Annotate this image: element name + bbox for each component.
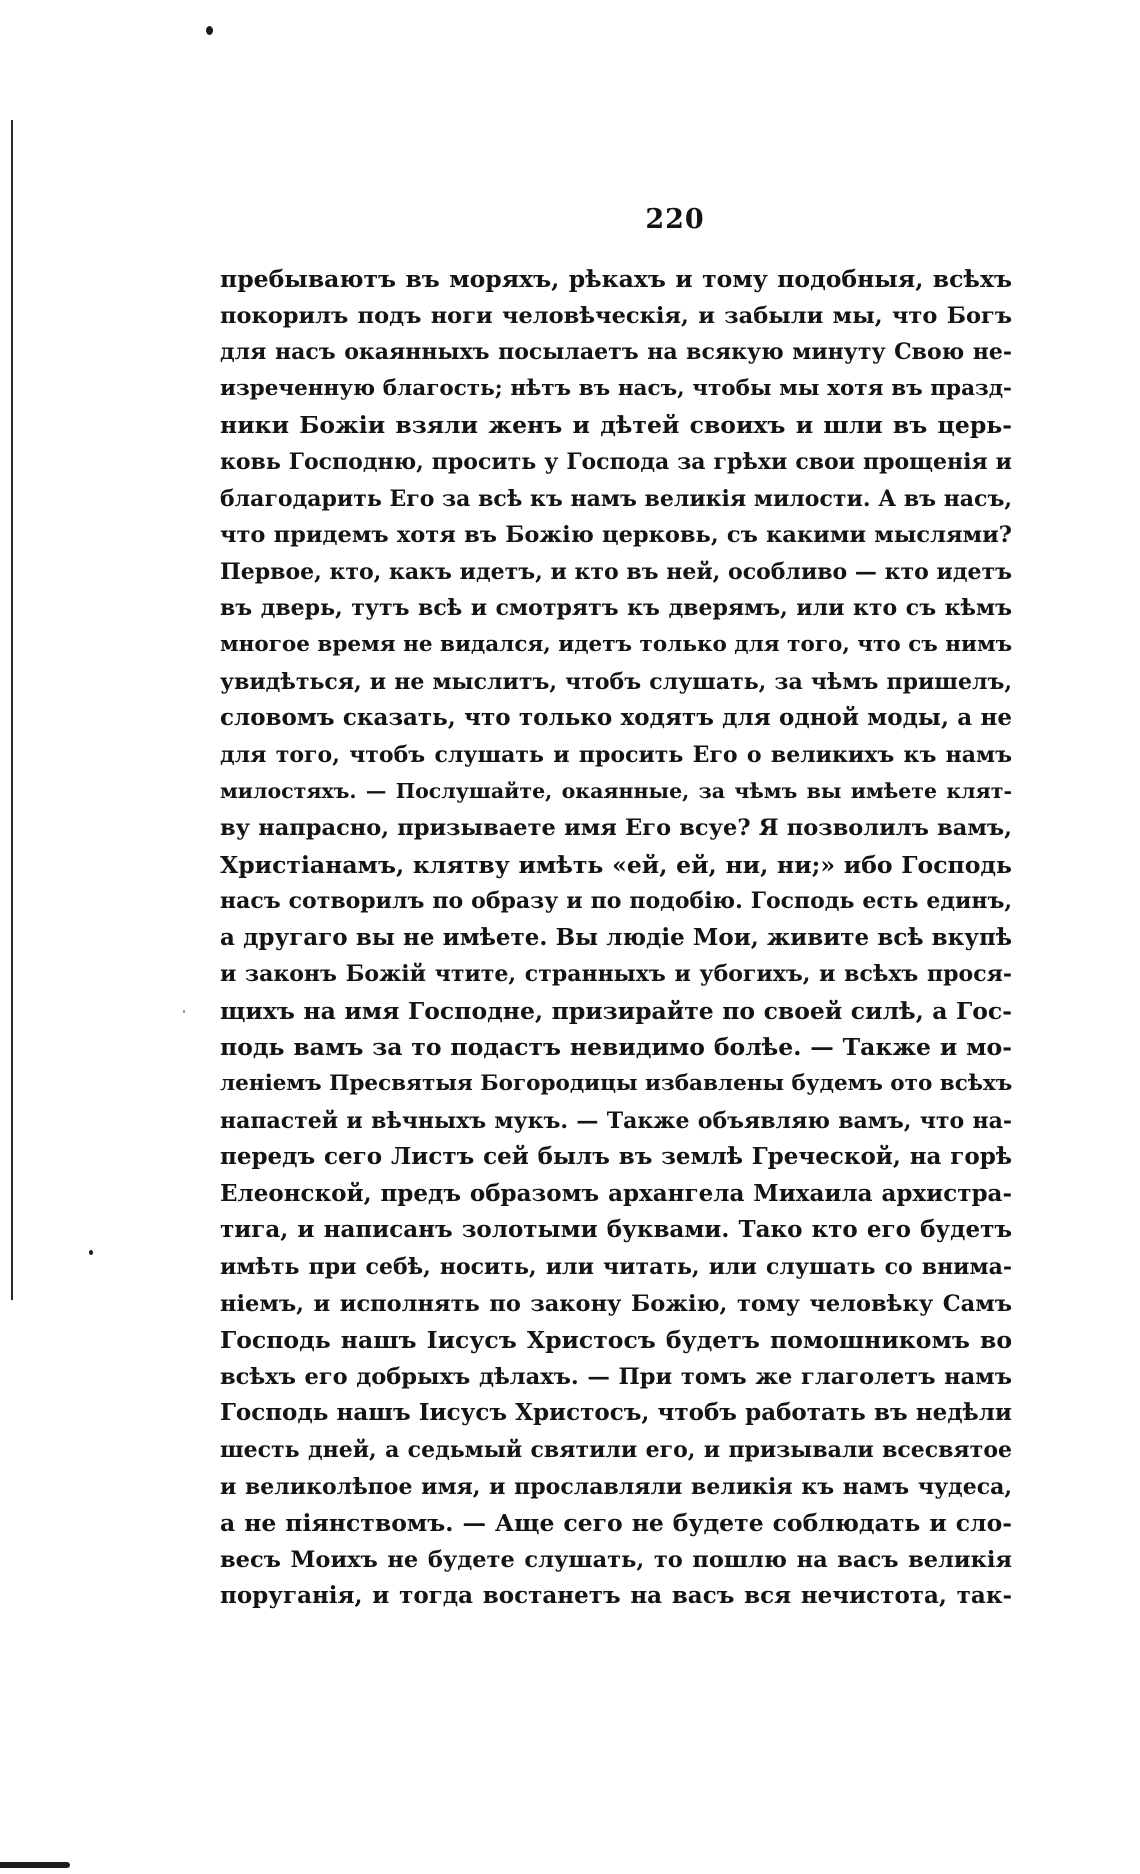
ink-speck [89, 1250, 93, 1255]
text-line: весъ Моихъ не будете слушать, то пошлю на васъ великія [220, 1546, 1012, 1573]
text-line: Господь нашъ Іисусъ Христосъ, чтобъ работать въ недѣли [220, 1399, 1012, 1427]
text-line: изреченную благость; нѣтъ въ насъ, чтобы мы хотя въ празд- [220, 375, 1012, 401]
body-text [220, 261, 1012, 1615]
ink-speck [206, 26, 213, 35]
text-line: имѣть при себѣ, носить, или читать, или слушать со внима- [220, 1254, 1012, 1281]
text-line: шесть дней, а седьмый святили его, и призывали всесвятое [220, 1437, 1012, 1463]
text-line: Первое, кто, какъ идетъ, и кто въ ней, особливо — кто идетъ [220, 558, 1012, 585]
ink-speck [183, 1010, 185, 1013]
text-line: а другаго вы не имѣете. Вы людіе Мои, живите всѣ вкупѣ [220, 923, 1012, 951]
text-line: поруганія, и тогда востанетъ на васъ вся нечистота, так- [220, 1582, 1012, 1610]
text-line: что придемъ хотя въ Божію церковь, съ какими мыслями? [220, 522, 1012, 549]
text-line: ковь Господню, просить у Господа за грѣхи свои прощенія и [220, 448, 1012, 475]
text-line: тига, и написанъ золотыми буквами. Тако кто его будетъ [220, 1216, 1012, 1244]
text-line: Господь нашъ Іисусъ Христосъ будетъ помошникомъ во [220, 1326, 1012, 1355]
text-line: ніемъ, и исполнять по закону Божію, тому человѣку Самъ [220, 1290, 1012, 1317]
text-line: пребываютъ въ моряхъ, рѣкахъ и тому подобныя, всѣхъ [220, 265, 1012, 293]
text-line: щихъ на имя Господне, призирайте по своей силѣ, а Гос- [220, 996, 1012, 1025]
scan-edge-mark [0, 1862, 70, 1868]
text-line: словомъ сказать, что только ходятъ для одной моды, а не [220, 704, 1012, 732]
text-line: и законъ Божій чтите, странныхъ и убогихъ, и всѣхъ прося- [220, 961, 1012, 988]
text-line: многое время не видался, идетъ только для того, что съ нимъ [220, 631, 1012, 657]
text-line: Христіанамъ, клятву имѣть «ей, ей, ни, ни;» ибо Господь [220, 850, 1012, 879]
text-line: напастей и вѣчныхъ мукъ. — Также объявляю вамъ, что на- [220, 1107, 1012, 1134]
text-line: и великолѣпое имя, и прославляли великія къ намъ чудеса, [220, 1473, 1012, 1500]
text-line: ники Божіи взяли женъ и дѣтей своихъ и шли въ цeрь- [220, 411, 1012, 440]
text-line: а не піянствомъ. — Аще сего не будете соблюдать и сло- [220, 1509, 1012, 1538]
text-line: увидѣться, и не мыслитъ, чтобъ слушать, за чѣмъ пришелъ, [220, 668, 1012, 695]
text-line: ву напрасно, призываете имя Его всуе? Я позволилъ вамъ, [220, 814, 1012, 841]
text-line: для того, чтобъ слушать и просить Его о великихъ къ намъ [220, 741, 1012, 768]
text-line: Елеонской, предъ образомъ архангела Михаила архистра- [220, 1179, 1012, 1207]
text-line: передъ сего Листъ сей былъ въ землѣ Греческой, на горѣ [220, 1143, 1012, 1171]
page-number: 220 [645, 204, 705, 235]
text-line: благодарить Его за всѣ къ намъ великія милости. А въ насъ, [220, 485, 1012, 512]
text-line: для насъ окаянныхъ посылаетъ на всякую минуту Свою не- [220, 339, 1012, 366]
text-line: въ дверь, тутъ всѣ и смотрятъ къ дверямъ, или кто съ кѣмъ [220, 595, 1012, 622]
text-line: подь вамъ за то подастъ невидимо болѣе. — Также и мо- [220, 1033, 1012, 1062]
text-line: покорилъ подъ ноги человѣческія, и забыли мы, что Богъ [220, 302, 1012, 329]
text-line: всѣхъ его добрыхъ дѣлахъ. — При томъ же глаголетъ намъ [220, 1363, 1012, 1390]
scan-edge-rule [11, 120, 13, 1300]
text-line: леніемъ Пресвятыя Богородицы избавлены будемъ ото всѣхъ [220, 1071, 1012, 1097]
text-line: насъ сотворилъ по образу и по подобію. Господь есть единъ, [220, 888, 1012, 915]
text-line: милостяхъ. — Послушайте, окаянные, за чѣмъ вы имѣете клят- [220, 779, 1012, 804]
